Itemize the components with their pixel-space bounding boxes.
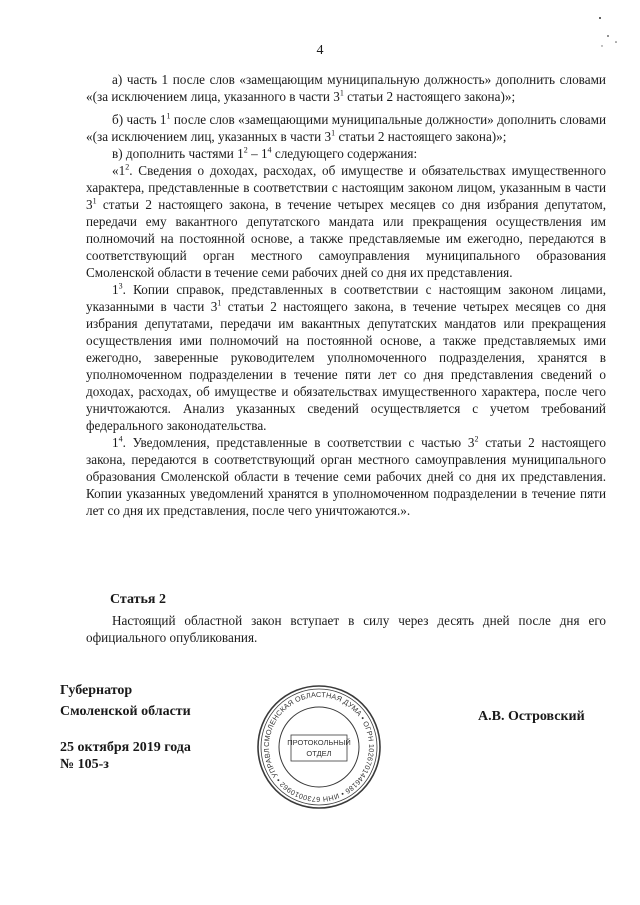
signatory-position: Губернатор Смоленской области (60, 683, 191, 719)
amendments-text (86, 71, 606, 519)
paragraph-a: а) часть 1 после слов «замещающим муниципальную должность» дополнить словами «(за исключением лица, указанного в части $3^1$ статьи 2 настоящего закона)»; (86, 72, 606, 104)
signatory-name: А.В. Островский (478, 709, 585, 724)
page-number: 4 (316, 43, 324, 58)
seal-center-line1: ПРОТОКОЛЬНЫЙ (287, 738, 351, 747)
law-number: № 105-з (60, 757, 109, 772)
seal-ring-text: СМОЛЕНСКАЯ ОБЛАСТНАЯ ДУМА • ОГРН 1026701446186 • ИНН 6730010962 • УПРАВЛ (261, 689, 377, 805)
paragraph-c: в) дополнить частями $1^2 - 1^4$ следующего содержания: (112, 145, 418, 161)
seal-center-line2: ОТДЕЛ (306, 749, 332, 758)
paragraph-1-2: «$1^2$. Сведения о доходах, расходах, об имуществе и обязательствах имущественного характера, представленные в соответствии с настоящим законом лицом, указанным в части $3^1$ статьи 2 настоящего закона, в течение четырех месяцев со дня избрания депутатом, передачи ему вакантного депутатского мандата или прекращения осуществления им полномочий на постоянной основе, а также представляемые им ежегодно, передаются в соответствующий орган местного самоуправления муниципального образования Смоленской области в течение семи рабочих дней со дня их представления. (86, 162, 606, 280)
paragraph-1-3: $1^3$. Копии справок, представленных в соответствии с настоящим законом лицами, указанными в части $3^1$ статьи 2 настоящего закона, в течение четырех месяцев со дня избрания депутатами, передачи им вакантных депутатских мандатов или прекращения осуществления ими полномочий на постоянной основе, а также представляемых ими ежегодно, заверенные руководителем уполномоченного подразделения, хранятся в уполномоченном подразделении в течение пяти лет со дня представления сведений о доходах, расходах, об имуществе и обязательствах имущественного характера, после чего уничтожаются. Анализ указанных сведений осуществляется с учетом требований федерального законодательства. (86, 281, 606, 433)
official-seal (255, 683, 383, 816)
paragraph-1-4: $1^4$. Уведомления, представленные в соответствии с частью $3^2$ статьи 2 настоящего закона, передаются в соответствующий орган местного самоуправления муниципального образования Смоленской области в течение семи рабочих дней со дня их представления. Копии указанных уведомлений хранятся в уполномоченном подразделении в течение пяти лет со дня их представления, после чего уничтожаются.». (86, 434, 606, 518)
article-2-text: Настоящий областной закон вступает в силу через десять дней после дня его официального опубликования. (86, 613, 606, 645)
paragraph-b: б) часть $1^1$ после слов «замещающими муниципальные должности» дополнить словами «(за исключением лиц, указанных в части $3^1$ статьи 2 настоящего закона)»; (86, 111, 607, 144)
article-2-title: Статья 2 (110, 592, 166, 607)
signing-date: 25 октября 2019 года № 105-з (60, 740, 191, 772)
scan-artifact (590, 12, 630, 57)
